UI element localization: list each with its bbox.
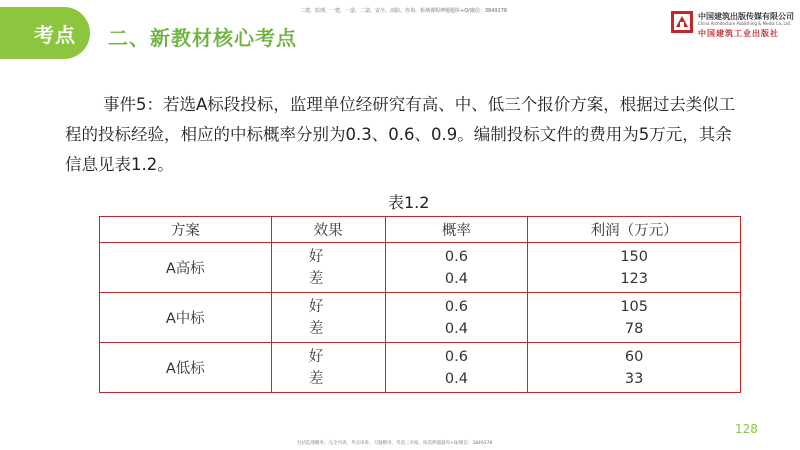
effect-good: 好 bbox=[308, 248, 324, 265]
probability-good: 0.6 bbox=[444, 348, 468, 365]
table-header-row bbox=[100, 217, 741, 243]
badge-label: 考点 bbox=[34, 22, 76, 47]
page-number: 128 bbox=[735, 422, 758, 436]
effect-cell bbox=[271, 343, 385, 393]
profit-good: 105 bbox=[620, 298, 648, 315]
profit-bad: 33 bbox=[624, 370, 644, 387]
header-probability: 概率 bbox=[385, 217, 528, 243]
profit-good: 150 bbox=[620, 248, 648, 265]
scheme-cell: A高标 bbox=[100, 243, 272, 293]
info-table bbox=[99, 216, 741, 393]
publisher-logo-icon bbox=[670, 10, 694, 34]
probability-cell bbox=[385, 343, 528, 393]
section-title: 二、新教材核心考点 bbox=[108, 26, 297, 50]
effect-good: 好 bbox=[308, 348, 324, 365]
scheme-cell: A中标 bbox=[100, 293, 272, 343]
event-paragraph: 事件5：若选A标段投标，监理单位经研究有高、中、低三个报价方案，根据过去类似工程的投标经验，相应的中标概率分别为0.3、0.6、0.9。编制投标文件的费用为5万元，其余信息见表1.2。 bbox=[65, 95, 736, 174]
header-scheme: 方案 bbox=[100, 217, 272, 243]
profit-bad: 123 bbox=[620, 270, 648, 287]
probability-bad: 0.4 bbox=[444, 370, 468, 387]
logo-script-name: 中国建筑工业出版社 bbox=[698, 28, 779, 38]
logo-chinese-name: 中国建筑出版传媒有限公司 bbox=[698, 12, 794, 21]
effect-bad: 差 bbox=[308, 270, 324, 287]
probability-bad: 0.4 bbox=[444, 320, 468, 337]
effect-bad: 差 bbox=[308, 320, 324, 337]
header-effect: 效果 bbox=[271, 217, 385, 243]
effect-bad: 差 bbox=[308, 370, 324, 387]
probability-good: 0.6 bbox=[444, 298, 468, 315]
table-row bbox=[100, 293, 741, 343]
effect-cell bbox=[271, 243, 385, 293]
header-profit: 利润（万元） bbox=[528, 217, 741, 243]
publisher-logo bbox=[670, 8, 792, 40]
table-caption: 表1.2 bbox=[388, 193, 430, 212]
profit-good: 60 bbox=[624, 348, 644, 365]
probability-bad: 0.4 bbox=[444, 270, 468, 287]
table-row bbox=[100, 343, 741, 393]
top-watermark: 二建、监理、一建、一造、二造、安全、消防、咨询、检测课程押题题库+Q/微信：3849178 bbox=[300, 8, 508, 14]
effect-cell bbox=[271, 293, 385, 343]
header-badge bbox=[0, 7, 90, 59]
effect-good: 好 bbox=[308, 298, 324, 315]
table-row bbox=[100, 243, 741, 293]
logo-english-name: China Architecture Publishing & Media Co.,Ltd. bbox=[698, 21, 792, 26]
probability-cell bbox=[385, 293, 528, 343]
profit-bad: 78 bbox=[624, 320, 644, 337]
profit-cell bbox=[528, 243, 741, 293]
scheme-cell: A低标 bbox=[100, 343, 272, 393]
bottom-watermark: 包括监理概率、完全内训、考点串讲、习题精讲、考前三页纸、按需押题题库+Q/微信：3849178 bbox=[297, 441, 493, 446]
probability-good: 0.6 bbox=[444, 248, 468, 265]
probability-cell bbox=[385, 243, 528, 293]
profit-cell bbox=[528, 293, 741, 343]
profit-cell bbox=[528, 343, 741, 393]
